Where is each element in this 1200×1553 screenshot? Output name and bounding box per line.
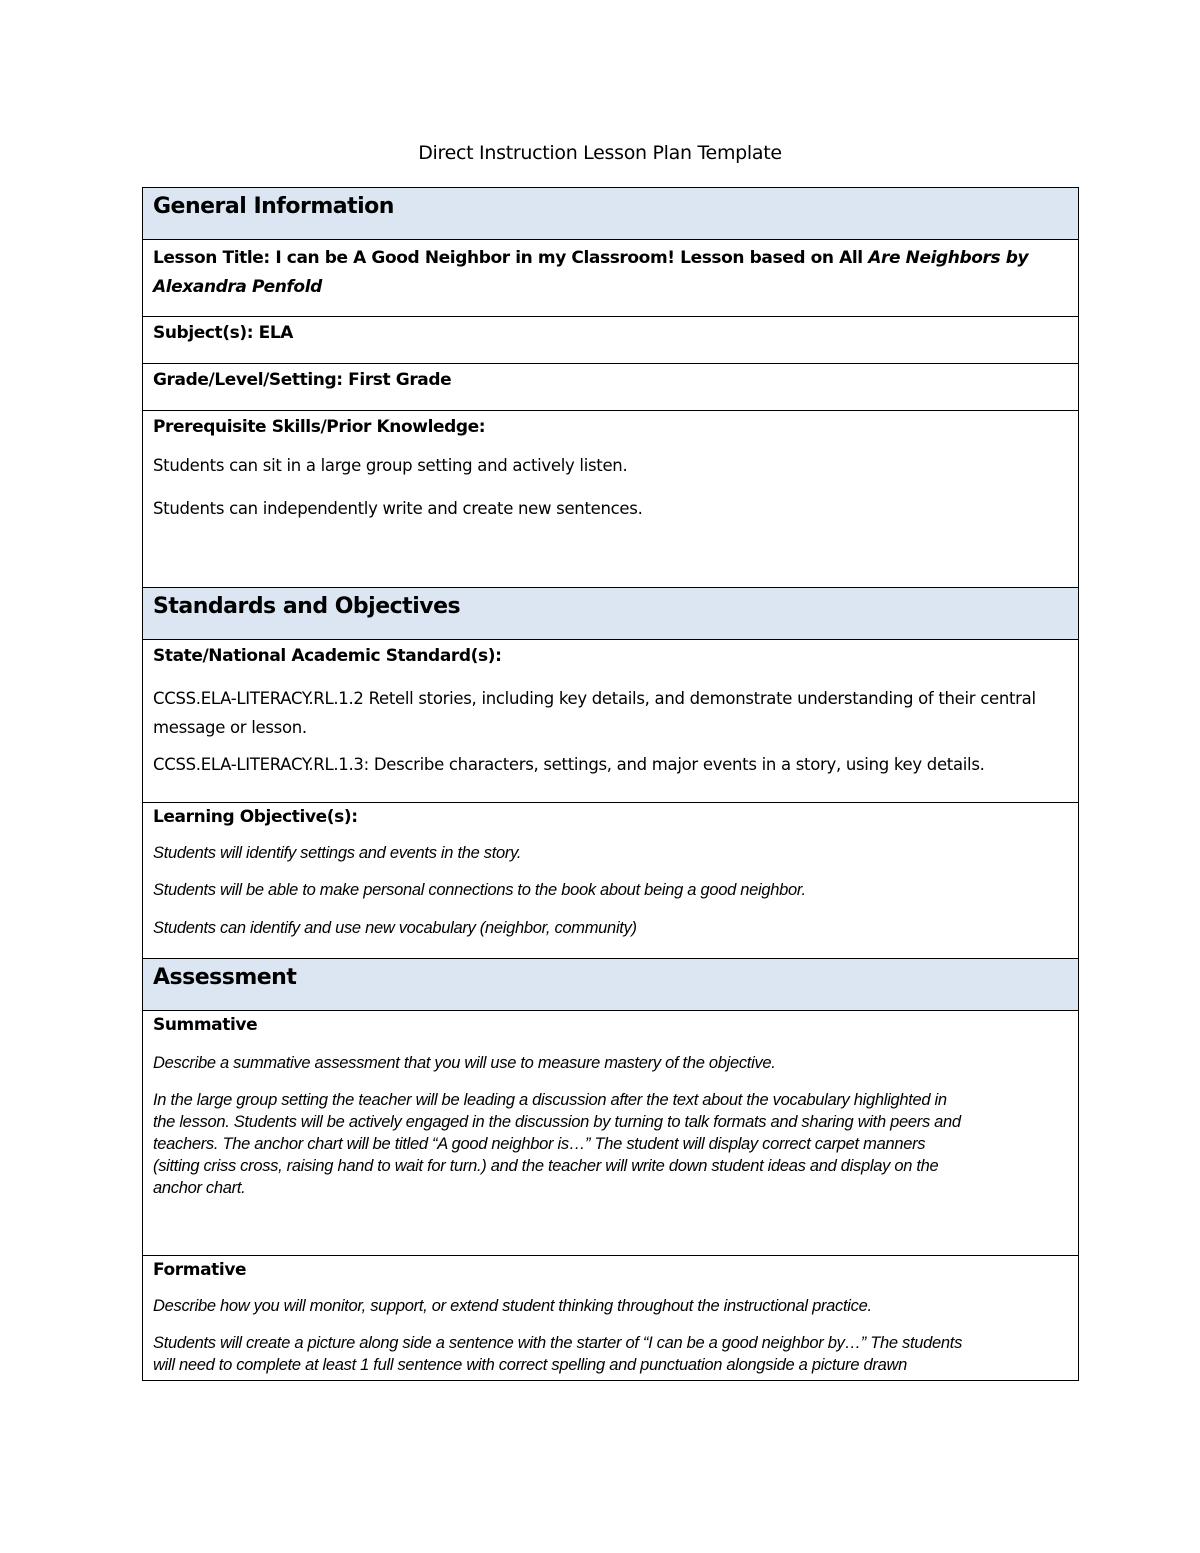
summative-line: anchor chart. xyxy=(153,1179,246,1197)
section-heading: Assessment xyxy=(153,965,297,990)
document-title: Direct Instruction Lesson Plan Template xyxy=(418,142,782,164)
standard-item: CCSS.ELA-LITERACY.RL.1.3: Describe characters, settings, and major events in a story, using key details. xyxy=(153,755,985,774)
row-prerequisites xyxy=(143,411,1079,588)
subjects-value: ELA xyxy=(253,323,294,343)
row-formative xyxy=(143,1256,1079,1381)
subjects-label: Subject(s): xyxy=(153,323,254,343)
section-heading: General Information xyxy=(153,194,394,219)
prereq-item: Students can sit in a large group setting and actively listen. xyxy=(153,456,628,475)
row-standards xyxy=(143,640,1079,803)
row-grade xyxy=(143,364,1079,411)
formative-line: Students will create a picture along side a sentence with the starter of “I can be a good neighbor by…” The students xyxy=(153,1334,963,1352)
prereq-item: Students can independently write and create new sentences. xyxy=(153,499,643,518)
section-heading: Standards and Objectives xyxy=(153,594,461,619)
summative-line: In the large group setting the teacher will be leading a discussion after the text about the vocabulary highlighted in xyxy=(153,1091,947,1109)
summative-line: teachers. The anchor chart will be titled “A good neighbor is…” The student will display correct carpet manners xyxy=(153,1135,926,1153)
lesson-book-title: Are Neighbors by xyxy=(868,248,1029,268)
lesson-title-label: Lesson Title: xyxy=(153,248,270,268)
row-subjects xyxy=(143,317,1079,364)
section-standards-objectives xyxy=(143,588,1079,640)
standards-label: State/National Academic Standard(s): xyxy=(153,646,502,666)
formative-label: Formative xyxy=(153,1260,247,1280)
formative-prompt: Describe how you will monitor, support, or extend student thinking throughout the instructional practice. xyxy=(153,1297,872,1315)
grade-value: First Grade xyxy=(342,370,452,390)
row-objectives xyxy=(143,803,1079,959)
row-lesson-title xyxy=(143,240,1079,317)
section-assessment xyxy=(143,959,1079,1011)
summative-prompt: Describe a summative assessment that you will use to measure mastery of the objective. xyxy=(153,1054,776,1072)
summative-line: the lesson. Students will be actively engaged in the discussion by turning to talk formats and sharing with peers and xyxy=(153,1113,961,1131)
prereq-label: Prerequisite Skills/Prior Knowledge: xyxy=(153,417,486,437)
objective-item: Students will identify settings and events in the story. xyxy=(153,844,522,862)
row-summative xyxy=(143,1011,1079,1256)
section-general-information xyxy=(143,188,1079,240)
lesson-title-value: I can be A Good Neighbor in my Classroom! Lesson based on All xyxy=(269,248,869,268)
objectives-label: Learning Objective(s): xyxy=(153,807,358,827)
grade-label: Grade/Level/Setting: xyxy=(153,370,343,390)
summative-label: Summative xyxy=(153,1015,258,1035)
summative-line: (sitting criss cross, raising hand to wait for turn.) and the teacher will write down student ideas and display on the xyxy=(153,1157,939,1175)
lesson-plan-table xyxy=(142,187,1079,1381)
formative-line: will need to complete at least 1 full sentence with correct spelling and punctuation alongside a picture drawn xyxy=(153,1356,907,1374)
standard-item: CCSS.ELA-LITERACY.RL.1.2 Retell stories, including key details, and demonstrate understanding of their central message or lesson. xyxy=(153,689,1036,737)
objective-item: Students can identify and use new vocabulary (neighbor, community) xyxy=(153,919,637,937)
objective-item: Students will be able to make personal connections to the book about being a good neighbor. xyxy=(153,881,806,899)
lesson-author: Alexandra Penfold xyxy=(153,277,322,297)
